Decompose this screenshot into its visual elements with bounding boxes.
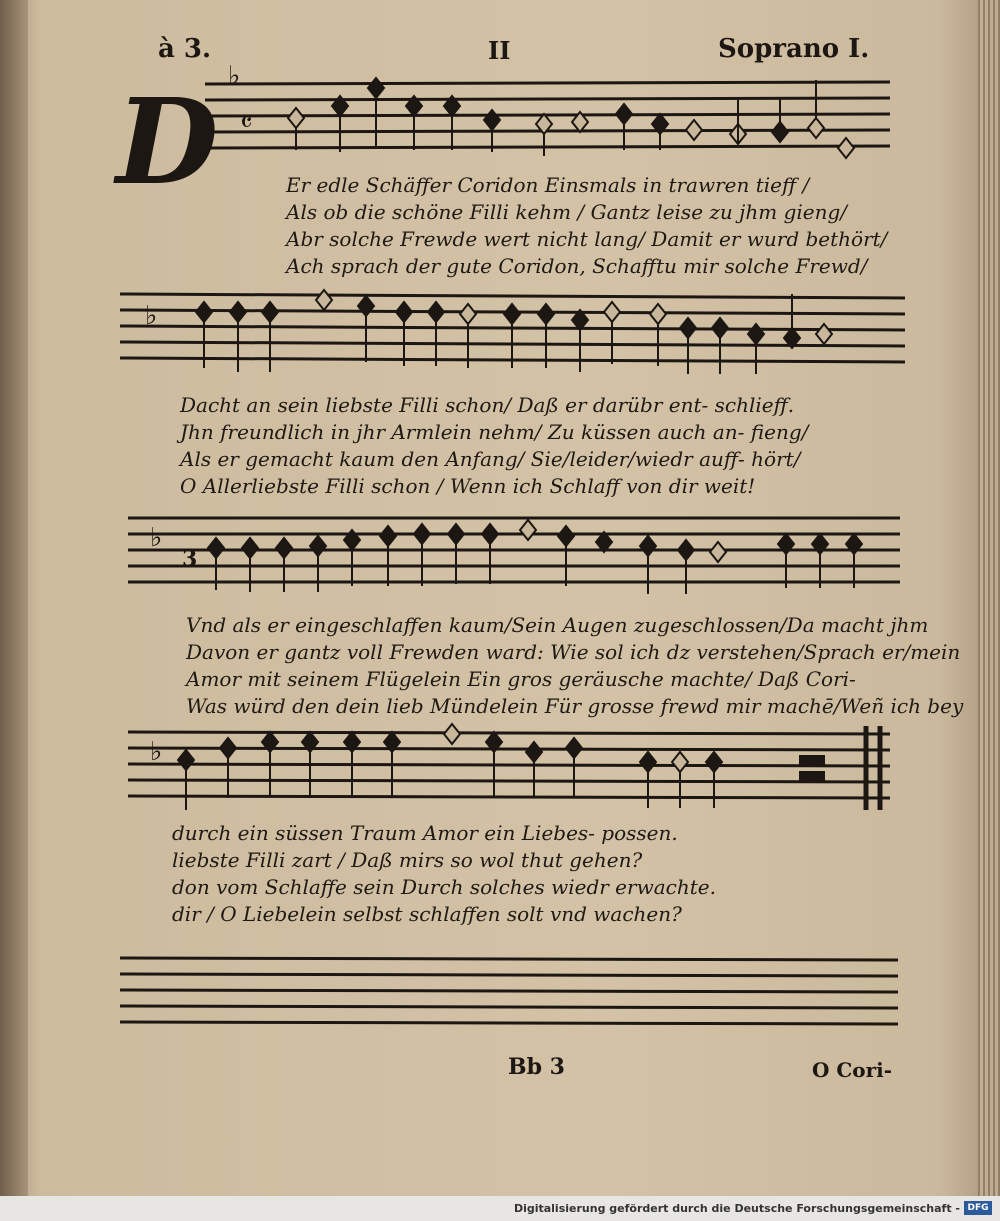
lyric-line: dir / O Liebelein selbst schlaffen solt vnd wachen? bbox=[172, 902, 682, 926]
catchword: O Cori- bbox=[812, 1058, 893, 1082]
lyric-line: Als ob die schöne Filli kehm / Gantz leise zu jhm gieng/ bbox=[286, 200, 848, 224]
svg-text:♭: ♭ bbox=[150, 523, 163, 553]
header-piece-number: II bbox=[488, 36, 511, 65]
lyric-line: don vom Schlaffe sein Durch solches wiedr erwachte. bbox=[172, 875, 716, 899]
lyric-line: liebste Filli zart / Daß mirs so wol thut gehen? bbox=[172, 848, 643, 872]
dfg-logo-icon: DFG bbox=[964, 1201, 992, 1215]
attribution-text: Digitalisierung gefördert durch die Deutsche Forschungsgemeinschaft - bbox=[513, 1202, 960, 1215]
lyrics-block-1 bbox=[286, 172, 887, 280]
svg-text:♭: ♭ bbox=[228, 61, 241, 91]
lyric-line: Als er gemacht kaum den Anfang/ Sie/leider/wiedr auff- hört/ bbox=[180, 447, 801, 471]
drop-cap-initial: D bbox=[116, 72, 219, 211]
staff-1-notes bbox=[228, 61, 854, 158]
lyric-line: Was würd den dein lieb Mündelein Für grosse frewd mir machē/Weñ ich bey bbox=[186, 694, 964, 718]
svg-text:3: 3 bbox=[182, 546, 198, 572]
header-part-name: Soprano I. bbox=[718, 34, 870, 64]
attribution-bar bbox=[0, 1196, 1000, 1221]
header-voice-count: à 3. bbox=[158, 34, 212, 64]
lyric-line: Ach sprach der gute Coridon, Schafftu mir solche Frewd/ bbox=[286, 254, 868, 278]
staff-1 bbox=[205, 82, 890, 148]
svg-text:𝄴: 𝄴 bbox=[240, 106, 253, 139]
empty-staff bbox=[120, 958, 898, 1024]
lyric-line: Dacht an sein liebste Filli schon/ Daß er darübr ent- schlieff. bbox=[180, 393, 795, 417]
lyric-line: O Allerliebste Filli schon / Wenn ich Schlaff von dir weit! bbox=[180, 474, 756, 498]
lyric-line: Er edle Schäffer Coridon Einsmals in trawren tieff / bbox=[286, 173, 810, 197]
lyric-line: Amor mit seinem Flügelein Ein gros geräusche machte/ Daß Cori- bbox=[186, 667, 856, 691]
staff-4 bbox=[128, 726, 890, 810]
lyrics-block-4 bbox=[172, 820, 716, 928]
lyric-line: Davon er gantz voll Frewden ward: Wie sol ich dz verstehen/Sprach er/mein bbox=[186, 640, 961, 664]
lyric-line: Abr solche Frewde wert nicht lang/ Damit er wurd bethört/ bbox=[286, 227, 888, 251]
lyrics-block-2 bbox=[180, 392, 808, 500]
lyric-line: Vnd als er eingeschlaffen kaum/Sein Augen zugeschlossen/Da macht jhm bbox=[186, 613, 929, 637]
svg-text:♭: ♭ bbox=[145, 301, 158, 331]
signature-mark: Bb 3 bbox=[508, 1054, 565, 1080]
svg-text:♭: ♭ bbox=[150, 737, 163, 767]
lyrics-block-3 bbox=[186, 612, 963, 720]
lyric-line: Jhn freundlich in jhr Armlein nehm/ Zu küssen auch an- fieng/ bbox=[180, 420, 809, 444]
lyric-line: durch ein süssen Traum Amor ein Liebes- possen. bbox=[172, 821, 678, 845]
